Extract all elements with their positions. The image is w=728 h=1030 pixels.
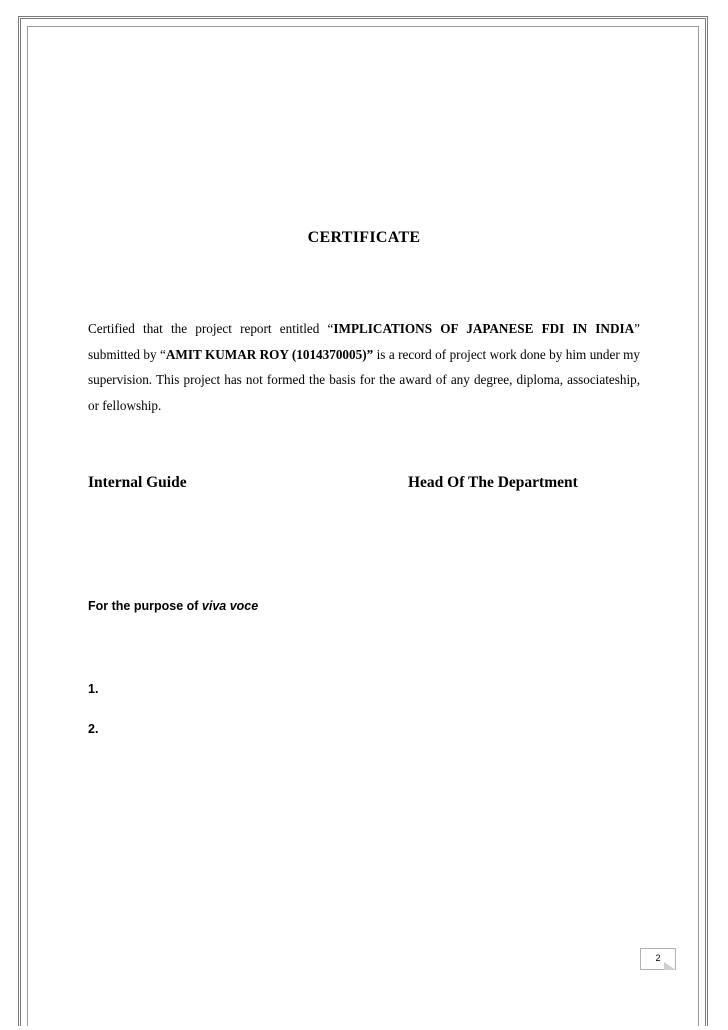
page-border-inner: [27, 26, 699, 1026]
page-corner-fold-icon: [664, 962, 676, 970]
page-number: 2: [655, 953, 661, 963]
project-title: IMPLICATIONS OF JAPANESE FDI IN INDIA: [333, 321, 635, 336]
internal-guide-label: Internal Guide: [88, 474, 187, 491]
viva-italic: viva voce: [201, 599, 259, 613]
viva-voce-heading: [88, 599, 258, 613]
certificate-title: CERTIFICATE: [307, 229, 421, 246]
examiner-2-label: 2.: [88, 722, 99, 736]
viva-prefix: For the purpose of: [88, 599, 202, 613]
paragraph-intro: Certified that the project report entitled “: [88, 321, 334, 336]
head-of-department-label: Head Of The Department: [408, 474, 578, 491]
student-name: AMIT KUMAR ROY (1014370005)”: [165, 346, 374, 362]
examiner-1-label: 1.: [88, 682, 99, 696]
paragraph-rest: is a record of project work done by him under my supervision. This project has not formed the basis for the award of any degree, diploma, associateship, or fellowship.: [88, 346, 640, 413]
certificate-paragraph: [88, 316, 640, 418]
paragraph-mid: ” submitted by “: [88, 321, 640, 362]
page-number-box: [640, 948, 676, 970]
